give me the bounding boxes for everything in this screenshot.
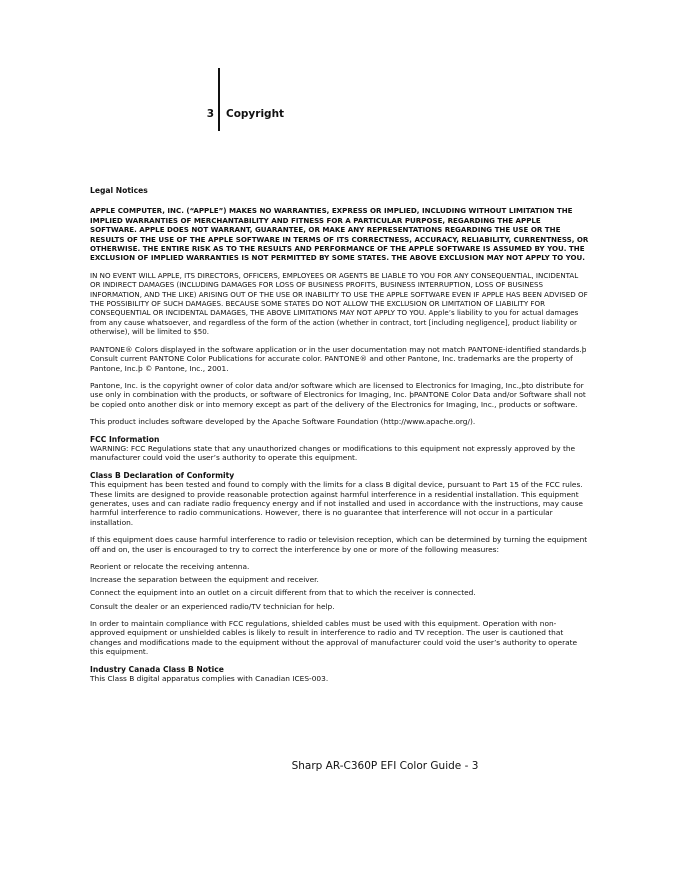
shielded-cables-paragraph: In order to maintain compliance with FCC regulations, shielded cables must be used with this equipment. Operation with non-approved equipment or unshielded cables is likely to result in interference to radio and TV reception. The user is cautioned that changes and modifications made to the equipment without the approval of manufacturer could void the user’s authority to operate this equipment. (90, 619, 578, 657)
list-item: Connect the equipment into an outlet on a circuit different from that to which the receiver is connected. (90, 588, 476, 598)
legal-notices-heading: Legal Notices (90, 186, 148, 195)
chapter-title: Copyright (226, 108, 285, 120)
header-divider (218, 68, 220, 131)
list-item: Increase the separation between the equipment and receiver. (90, 575, 319, 585)
fcc-warning-paragraph: WARNING: FCC Regulations state that any unauthorized changes or modifications to this equipment not expressly approved by the manufacturer could void the user’s authority to operate this equipment. (90, 443, 576, 463)
apple-liability-paragraph: IN NO EVENT WILL APPLE, ITS DIRECTORS, OFFICERS, EMPLOYEES OR AGENTS BE LIABLE TO YOU FOR ANY CONSEQUENTIAL, INCIDENTAL OR INDIRECT DAMAGES (INCLUDING DAMAGES FOR LOSS OF BUSINESS PROFITS, BUSINESS INTERRUPTION, LOSS OF BUSINESS INFORMATION, AND THE LIKE) ARISING OUT OF THE USE OR INABILITY TO USE THE APPLE SOFTWARE EVEN IF APPLE HAS BEEN ADVISED OF THE POSSIBILITY OF SUCH DAMAGES. BECAUSE SOME STATES DO NOT ALLOW THE EXCLUSION OR LIMITATION OF LIABILITY FOR CONSEQUENTIAL OR INCIDENTAL DAMAGES, THE ABOVE LIMITATIONS MAY NOT APPLY TO YOU. Apple’s liability to you for actual damages from any cause whatsoever, and regardless of the form of the action (whether in contract, tort [including negligence], product liability or otherwise), will be limited to $50. (90, 270, 588, 337)
pantone-colors-paragraph: PANTONE® Colors displayed in the software application or in the user documentation may not match PANTONE-identified standards.þ Consult current PANTONE Color Publications for accurate color. PANTONE® and other Pantone, Inc. trademarks are the property of Pantone, Inc.þ © Pantone, Inc., 2001. (90, 344, 587, 373)
list-item: Reorient or relocate the receiving antenna. (90, 562, 250, 571)
canada-paragraph: This Class B digital apparatus complies with Canadian ICES-003. (90, 674, 329, 684)
classb-heading: Class B Declaration of Conformity (90, 470, 235, 480)
document-body (90, 186, 589, 683)
chapter-number: 3 (206, 108, 214, 120)
classb-paragraph: This equipment has been tested and found to comply with the limits for a class B digital device, pursuant to Part 15 of the FCC rules. These limits are designed to provide reasonable protection against harmful interference in a residential installation. This equipment generates, uses and can radiate radio frequency energy and if not installed and used in accordance with the instructions, may cause harmful interference to radio communications. However, there is no guarantee that interference will not occur in a particular installation. (90, 480, 583, 527)
apache-paragraph: This product includes software developed by the Apache Software Foundation (http://www.apache.org/). (90, 417, 476, 427)
pantone-owner-paragraph: Pantone, Inc. is the copyright owner of color data and/or software which are licensed to Electronics for Imaging, Inc.,þto distribute for use only in combination with the products, or software of Electronics for Imaging, Inc. þPANTONE Color Data and/or Software shall not be copied onto another disk or into memory except as part of the delivery of the Electronics for Imaging, Inc., products or software. (90, 380, 586, 409)
canada-heading: Industry Canada Class B Notice (90, 664, 224, 674)
list-item: Consult the dealer or an experienced radio/TV technician for help. (90, 601, 335, 611)
page-footer: Sharp AR-C360P EFI Color Guide - 3 (291, 760, 479, 772)
apple-warranty-paragraph: APPLE COMPUTER, INC. (“APPLE”) MAKES NO WARRANTIES, EXPRESS OR IMPLIED, INCLUDING WITHOUT LIMITATION THE IMPLIED WARRANTIES OF MERCHANTABILITY AND FITNESS FOR A PARTICULAR PURPOSE, REGARDING THE APPLE SOFTWARE. APPLE DOES NOT WARRANT, GUARANTEE, OR MAKE ANY REPRESENTATIONS REGARDING THE USE OR THE RESULTS OF THE USE OF THE APPLE SOFTWARE IN TERMS OF ITS CORRECTNESS, ACCURACY, RELIABILITY, CURRENTNESS, OR OTHERWISE. THE ENTIRE RISK AS TO THE RESULTS AND PERFORMANCE OF THE APPLE SOFTWARE IS ASSUMED BY YOU. THE EXCLUSION OF IMPLIED WARRANTIES IS NOT PERMITTED BY SOME STATES. THE ABOVE EXCLUSION MAY NOT APPLY TO YOU. (90, 206, 589, 263)
interference-paragraph: If this equipment does cause harmful interference to radio or television reception, which can be determined by turning the equipment off and on, the user is encouraged to try to correct the interference by one or more of the following measures: (90, 535, 588, 554)
fcc-heading: FCC Information (90, 434, 160, 444)
